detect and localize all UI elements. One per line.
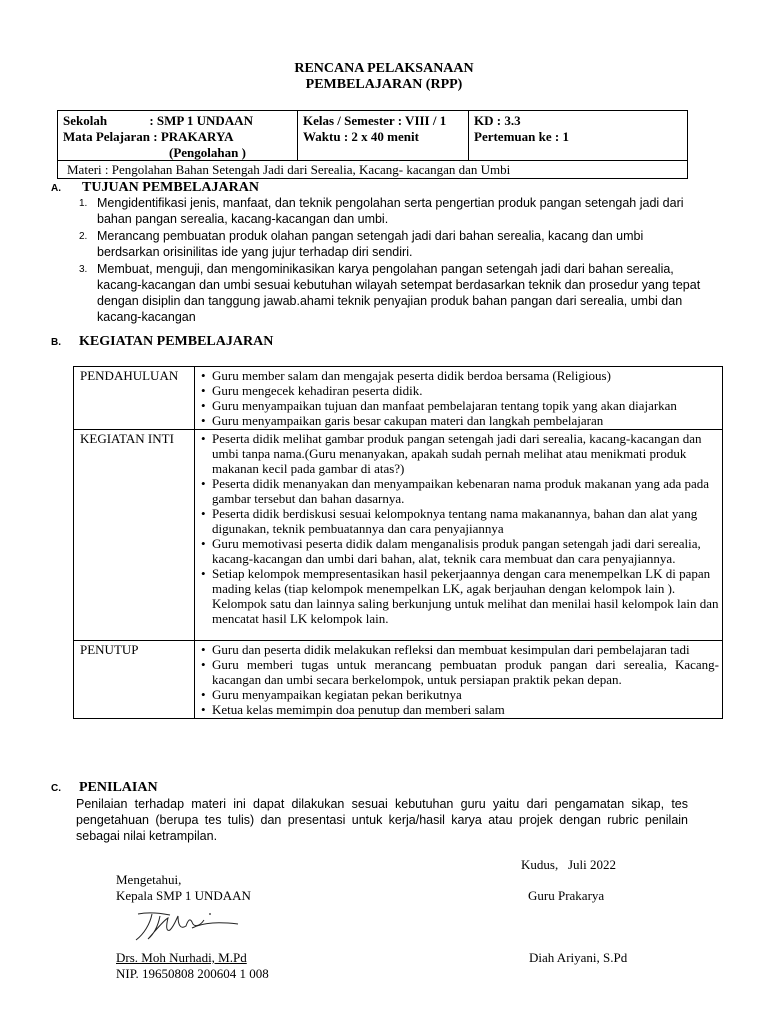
phase-label: KEGIATAN INTI [74,430,195,641]
section-a-marker: A. [51,183,61,194]
table-row [74,430,723,641]
list-item: • Peserta didik menanyakan dan menyampaikan kebenaran nama produk makanan yang ada pada gambar tersebut dan bahan dasarnya. [198,476,719,506]
list-number: 1. [79,198,88,209]
assessment-paragraph: Penilaian terhadap materi ini dapat dilakukan sesuai kebutuhan guru yaitu dari pengamatan sikap, tes pengetahuan (berupa tes tulis) dan presentasi untuk kerja/hasil karya atau projek dengan rubric penilain sebagai nilai ketrampilan. [76,797,688,843]
phase-activities [195,367,723,430]
document-title-line1: RENCANA PELAKSANAAN [294,61,474,76]
activities-table [73,366,723,719]
list-item: • Guru memberi tugas untuk merancang pembuatan produk pangan dari serealia, Kacang-kacangan dan umbi secara berkelompok, untuk persiapan praktik pekan depan. [198,657,719,687]
identity-cell-kd [469,111,687,161]
list-item [79,261,709,325]
place-date: Kudus, Juli 2022 [521,857,616,872]
list-item: • Guru memotivasi peserta didik dalam menganalisis produk pangan setengah jadi dari serealia, kacang-kacangan dan umbi dari bahan, alat, teknik cara membuat dan cara penyajiannya. [198,536,719,566]
section-c-marker: C. [51,783,61,794]
subject-field: Mata Pelajaran : PRAKARYA [63,129,234,144]
table-row [74,641,723,719]
school-field: Sekolah : SMP 1 UNDAAN [63,113,253,128]
section-b-heading: KEGIATAN PEMBELAJARAN [79,334,274,349]
meeting-field: Pertemuan ke : 1 [474,129,569,144]
principal-name: Drs. Moh Nurhadi, M.Pd [116,950,247,965]
section-c-heading: PENILAIAN [79,780,158,795]
list-item: • Peserta didik melihat gambar produk pangan setengah jadi dari serealia, kacang-kacangan dan umbi tanpa nama.(Guru menanyakan, apakah sudah pernah melihat atau menikmati produk makanan kecil pada gambar di atas?) [198,431,719,476]
phase-label: PENDAHULUAN [74,367,195,430]
phase-activities [195,641,723,719]
list-item-text: Membuat, menguji, dan mengominikasikan karya pengolahan pangan setengah jadi dari bahan serealia, kacang-kacangan dan umbi sesuai kebutuhan wilayah setempat berdasarkan teknik dan prosedur yang tepat dengan disiplin dan tanggung jawab.ahami teknik penyajian produk bahan pangan dari serealia, umbi dan kacang-kacangan [97,262,701,324]
list-item: • Guru menyampaikan kegiatan pekan berikutnya [198,687,719,702]
list-item [79,228,709,260]
list-item-text: Merancang pembuatan produk olahan pangan setengah jadi dari bahan serealia, kacang dan umbi berdsarkan orisinilitas ide yang jujur terhadap diri sendiri. [97,229,644,259]
teacher-title: Guru Prakarya [528,888,605,903]
acknowledged-label: Mengetahui, [116,872,182,887]
teacher-name: Diah Ariyani, S.Pd [529,950,628,965]
phase-label: PENUTUP [74,641,195,719]
list-item: • Setiap kelompok mempresentasikan hasil pekerjaannya dengan cara menempelkan LK di papan mading kelas (tiap kelompok menempelkan LK, agak berjauhan dengan kelompok lain ). Kelompok satu dan lainnya saling berkunjung untuk melihat dan menilai hasil kelompok lain dan mencatat hasil LK kelompok lain. [198,566,719,626]
list-number: 2. [79,231,88,242]
section-a-heading: TUJUAN PEMBELAJARAN [82,180,259,195]
document-title-line2: PEMBELAJARAN (RPP) [305,77,463,92]
phase-activities [195,430,723,641]
list-item: • Guru menyampaikan garis besar cakupan materi dan langkah pembelajaran [198,413,719,428]
list-item [79,195,709,227]
objectives-list [79,195,709,326]
class-semester-field: Kelas / Semester : VIII / 1 [303,113,447,128]
kd-field: KD : 3.3 [474,113,521,128]
table-row [74,367,723,430]
identity-cell-class [298,111,469,161]
principal-title: Kepala SMP 1 UNDAAN [116,888,251,903]
list-item: • Guru menyampaikan tujuan dan manfaat pembelajaran tentang topik yang akan diajarkan [198,398,719,413]
section-b-marker: B. [51,337,61,348]
list-number: 3. [79,264,88,275]
identity-table [57,110,688,179]
principal-nip: NIP. 19650808 200604 1 008 [116,966,269,981]
list-item: • Ketua kelas memimpin doa penutup dan memberi salam [198,702,719,717]
time-field: Waktu : 2 x 40 menit [303,129,419,144]
subject-sub-field: (Pengolahan ) [169,145,246,160]
list-item-text: Mengidentifikasi jenis, manfaat, dan teknik pengolahan serta pengertian produk pangan setengah jadi dari bahan pangan serealia, kacang-kacangan dan umbi. [97,196,684,226]
identity-cell-school [58,111,298,161]
list-item: • Peserta didik berdiskusi sesuai kelompoknya tentang nama makanannya, bahan dan alat yang digunakan, teknik pembuatannya dan cara penyajiannya [198,506,719,536]
list-item: • Guru dan peserta didik melakukan refleksi dan membuat kesimpulan dari pembelajaran tadi [198,642,719,657]
materi-row: Materi : Pengolahan Bahan Setengah Jadi dari Serealia, Kacang- kacangan dan Umbi [58,160,687,179]
principal-signature [130,906,242,944]
list-item: • Guru mengecek kehadiran peserta didik. [198,383,719,398]
list-item: • Guru member salam dan mengajak peserta didik berdoa bersama (Religious) [198,368,719,383]
